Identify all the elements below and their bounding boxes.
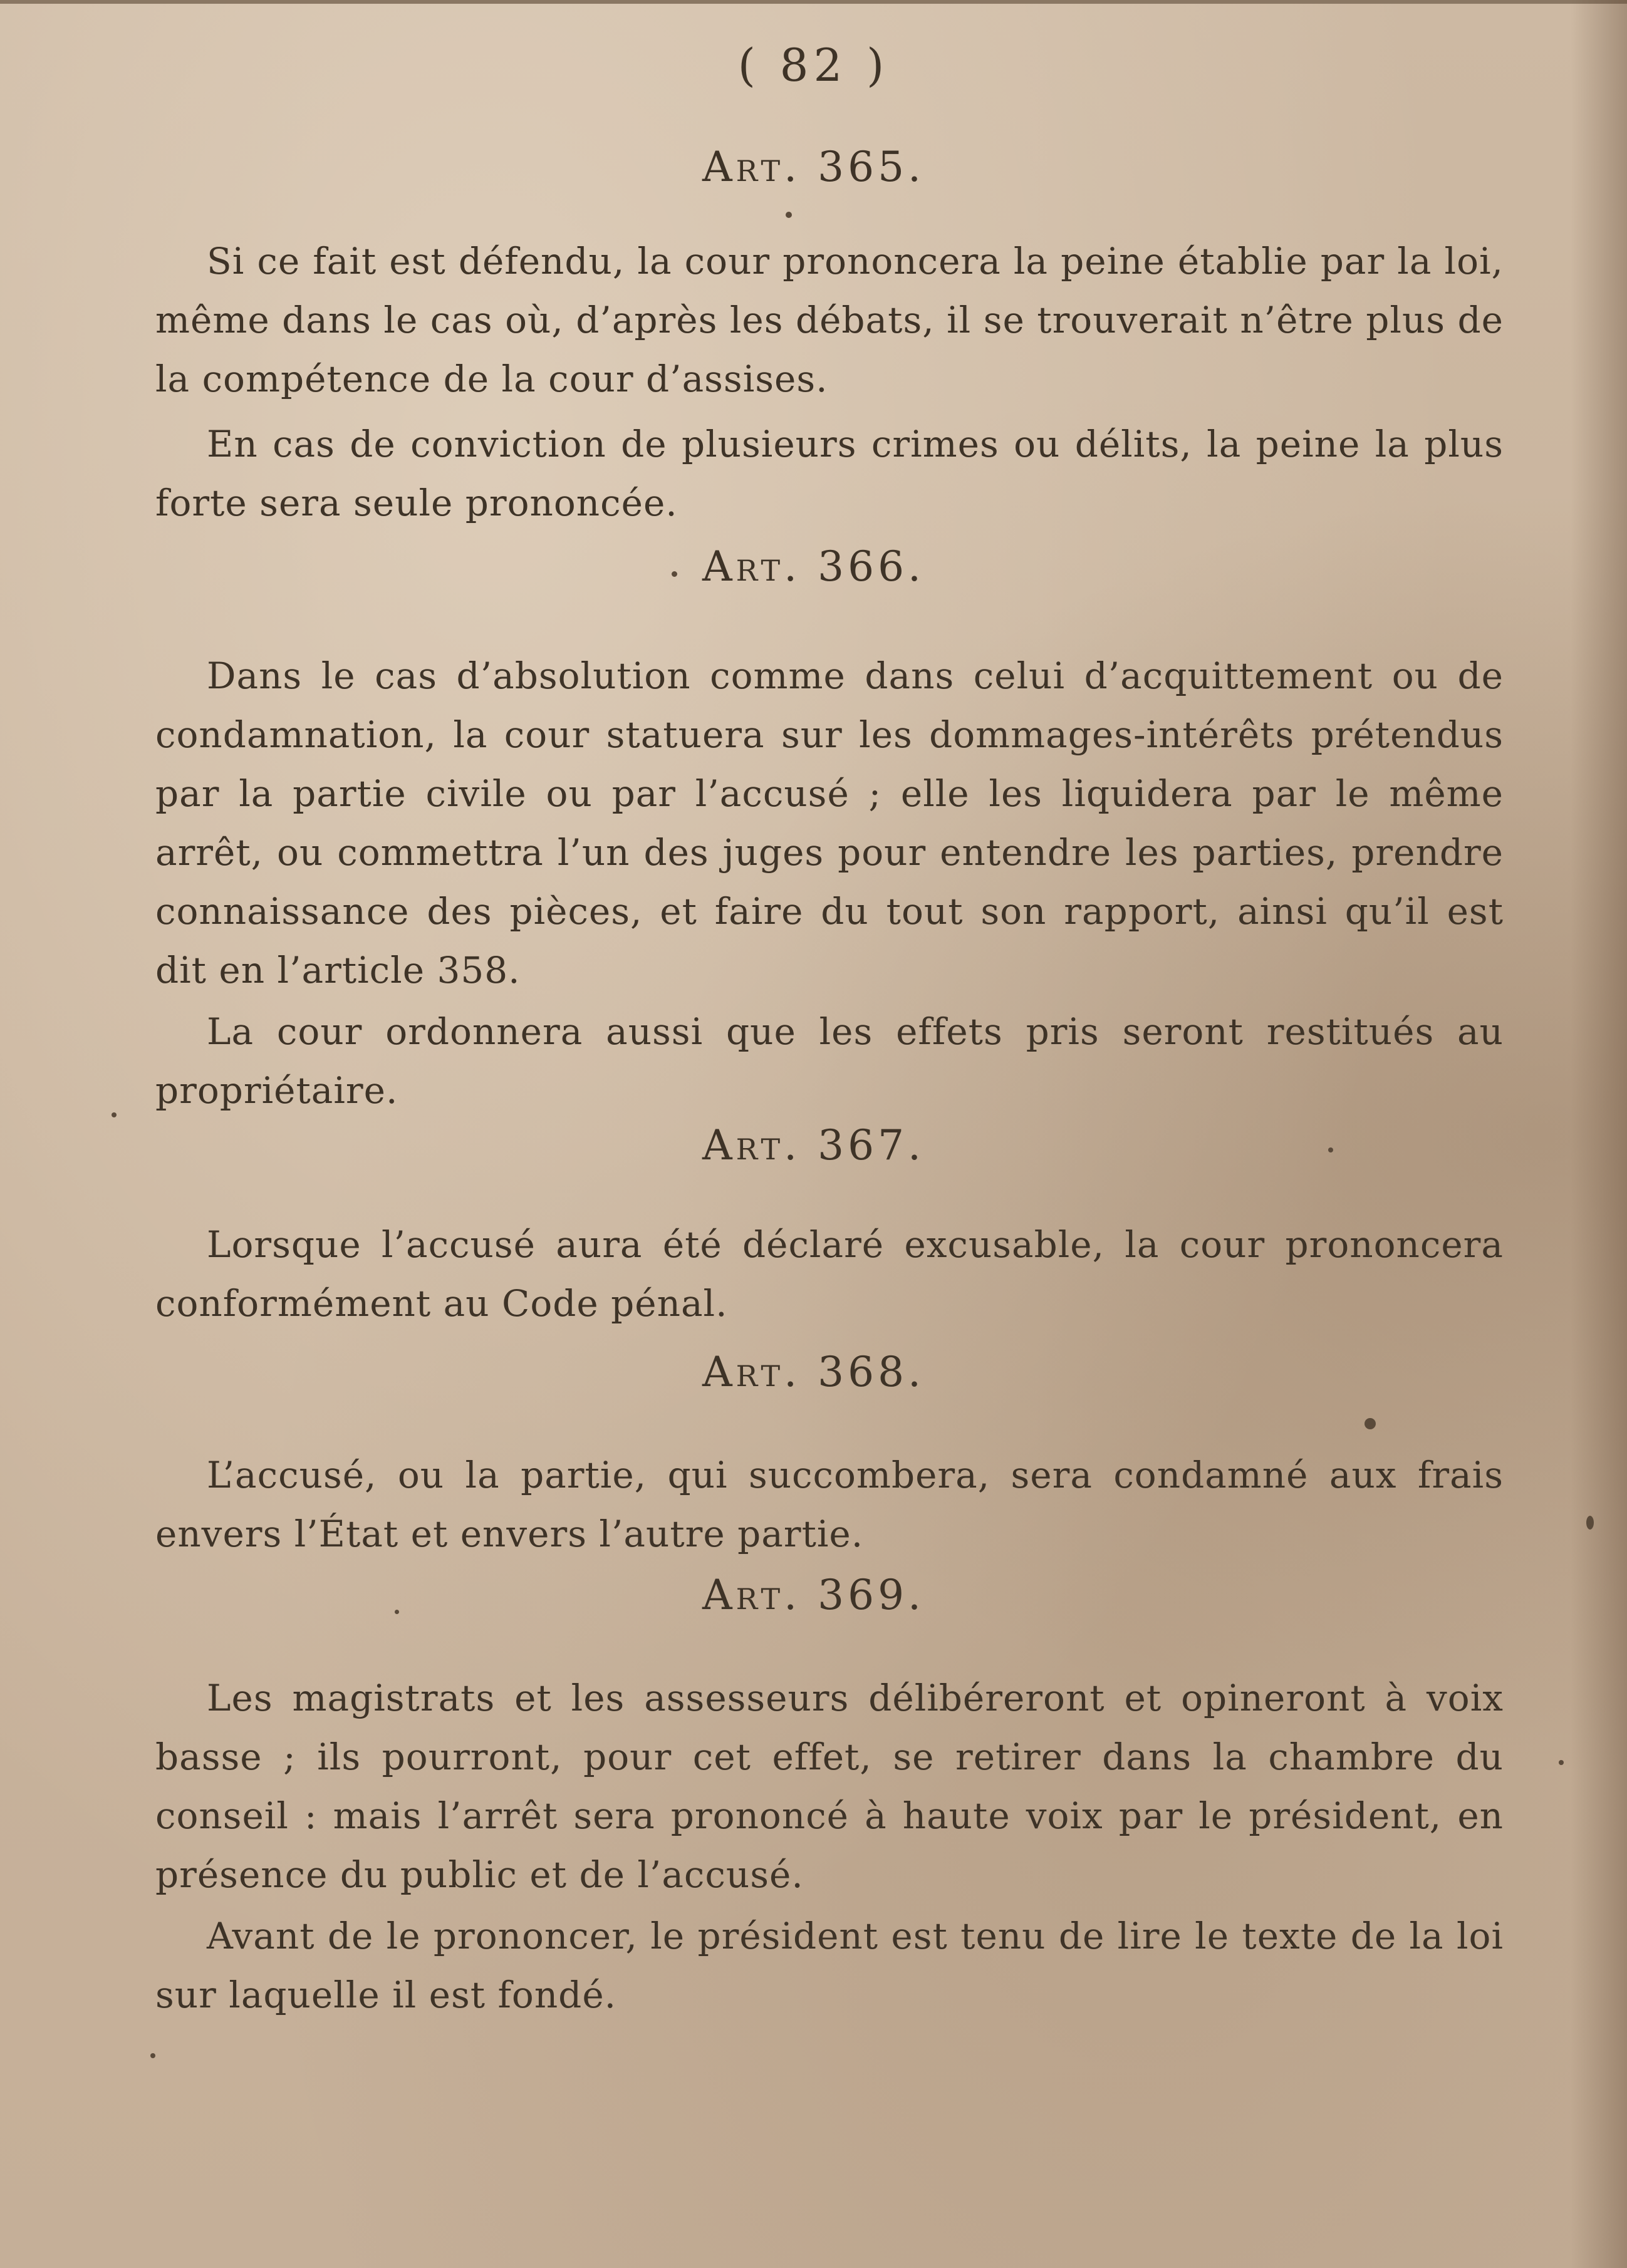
paper-speck — [1559, 1760, 1564, 1765]
article-369-paragraph-1: Les magistrats et les assesseurs délibéreront et opineront à voix basse ; ils pourront, pour cet effet, se retirer dans la chambre du conseil : mais l’arrêt sera prononcé à haute voix par le président, en présence du public et de l’accusé. — [155, 1677, 1504, 1896]
article-368-heading: Art. 368. — [702, 1348, 925, 1396]
paper-speck — [786, 212, 792, 218]
paper-speck — [1364, 1418, 1376, 1429]
paper-speck — [150, 2053, 155, 2058]
page-top-edge — [0, 0, 1627, 4]
article-367-heading: Art. 367. — [702, 1121, 925, 1169]
paper-speck — [112, 1112, 117, 1117]
article-368-paragraph-1: L’accusé, ou la partie, qui succombera, sera condamné aux frais envers l’État et envers l’autre partie. — [155, 1454, 1504, 1555]
paper-speck — [1586, 1516, 1594, 1530]
page-number: ( 82 ) — [737, 39, 890, 91]
article-366-paragraph-2: La cour ordonnera aussi que les effets pris seront restitués au propriétaire. — [155, 1010, 1504, 1112]
article-365-heading: Art. 365. — [702, 143, 925, 191]
article-365-paragraph-1: Si ce fait est défendu, la cour prononcera la peine établie par la loi, même dans le cas où, d’après les débats, il se trouverait n’être plus de la compétence de la cour d’assises. — [155, 240, 1504, 400]
paper-speck — [395, 1610, 399, 1614]
article-369-heading: Art. 369. — [702, 1571, 925, 1619]
article-366-paragraph-1: Dans le cas d’absolution comme dans celui d’acquittement ou de condamnation, la cour statuera sur les dommages-intérêts prétendus par la partie civile ou par l’accusé ; elle les liquidera par le même arrêt, ou commettra l’un des juges pour entendre les parties, prendre connaissance des pièces, et faire du tout son rapport, ainsi qu’il est dit en l’article 358. — [155, 655, 1504, 992]
article-366-heading: Art. 366. — [702, 542, 925, 591]
paper-speck — [672, 571, 677, 577]
article-367-paragraph-1: Lorsque l’accusé aura été déclaré excusable, la cour prononcera conformément au Code pénal. — [155, 1223, 1504, 1325]
article-365-paragraph-2: En cas de conviction de plusieurs crimes ou délits, la peine la plus forte sera seule prononcée. — [155, 423, 1504, 524]
paper-speck — [1328, 1147, 1333, 1152]
article-369-paragraph-2: Avant de le prononcer, le président est tenu de lire le texte de la loi sur laquelle il est fondé. — [155, 1915, 1504, 2016]
